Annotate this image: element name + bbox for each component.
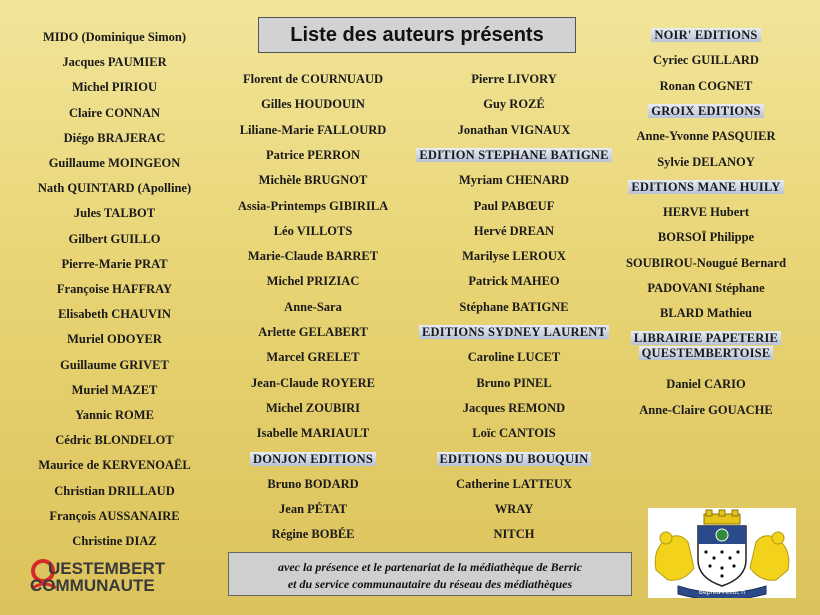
author-name-text: Gilles HOUDOUIN xyxy=(261,97,365,112)
publisher-heading xyxy=(414,325,614,340)
author-name xyxy=(22,106,207,121)
author-name xyxy=(22,358,207,373)
author-name xyxy=(620,129,792,144)
author-name xyxy=(218,148,408,163)
author-name-text: Stéphane BATIGNE xyxy=(459,299,569,314)
author-name-text: Marie-Claude BARRET xyxy=(247,249,379,264)
author-name-text: Jean-Claude ROYERE xyxy=(251,375,375,390)
author-name-text: Françoise HAFFRAY xyxy=(56,282,173,296)
author-name xyxy=(414,477,614,492)
publisher-heading xyxy=(620,180,792,195)
author-name-text: Daniel CARIO xyxy=(666,377,746,392)
author-name xyxy=(414,173,614,188)
author-name xyxy=(414,199,614,214)
publisher-heading-text: EDITIONS MANE HUILY xyxy=(628,180,783,194)
author-name xyxy=(620,155,792,170)
author-name-text: Liliane-Marie FALLOURD xyxy=(239,122,387,137)
authors-column-2 xyxy=(218,72,408,542)
author-name xyxy=(218,224,408,239)
author-name xyxy=(22,433,207,448)
questembert-communaute-logo xyxy=(30,558,200,598)
author-name xyxy=(22,282,207,297)
authors-column-1 xyxy=(22,30,207,550)
author-name xyxy=(218,401,408,416)
author-name xyxy=(22,257,207,272)
author-name xyxy=(218,527,408,542)
author-name-text: HERVE Hubert xyxy=(662,205,750,220)
author-name xyxy=(620,53,792,68)
author-name xyxy=(620,281,792,296)
author-name xyxy=(620,205,792,220)
author-name-text: Jean PÉTAT xyxy=(279,502,347,517)
author-name xyxy=(218,300,408,315)
author-name xyxy=(414,72,614,87)
author-name-text: Ronan COGNET xyxy=(659,78,753,93)
author-name-text: Arlette GELABERT xyxy=(258,325,368,339)
author-name xyxy=(218,426,408,441)
author-name-text: Régine BOBÉE xyxy=(271,527,355,542)
author-name xyxy=(414,376,614,391)
author-name xyxy=(22,131,207,146)
author-name xyxy=(218,376,408,391)
author-name xyxy=(22,408,207,423)
author-name-text: Jules TALBOT xyxy=(73,206,156,221)
publisher-heading-text: LIBRAIRIE PAPETERIE xyxy=(631,331,781,345)
author-name-text: Hervé DREAN xyxy=(473,223,555,238)
crest-motto: Bepred Pelloc'h xyxy=(698,589,746,596)
author-name-text: MIDO (Dominique Simon) xyxy=(42,30,187,44)
author-name-text: Loïc CANTOIS xyxy=(472,426,556,441)
author-name-text: Pierre LIVORY xyxy=(471,72,557,86)
author-name-text: Maurice de KERVENOAËL xyxy=(38,458,191,473)
author-name-text: Paul PABŒUF xyxy=(473,198,555,213)
author-name xyxy=(414,249,614,264)
author-name xyxy=(218,502,408,517)
author-name xyxy=(218,274,408,289)
author-name-text: Sylvie DELANOY xyxy=(657,154,755,169)
publisher-heading xyxy=(620,331,792,346)
author-name-text: BORSOÏ Philippe xyxy=(657,230,755,245)
author-name-text: NITCH xyxy=(493,527,535,542)
author-name-text: PADOVANI Stéphane xyxy=(647,281,765,295)
author-name xyxy=(22,80,207,95)
author-name-text: Diégo BRAJERAC xyxy=(63,130,166,145)
publisher-heading-text: NOIR' EDITIONS xyxy=(651,28,760,42)
author-name-text: Patrick MAHEO xyxy=(468,274,560,289)
author-name xyxy=(414,426,614,441)
author-name-text: Muriel MAZET xyxy=(71,382,158,397)
author-name xyxy=(22,55,207,70)
author-name xyxy=(22,534,207,549)
author-name xyxy=(22,307,207,322)
author-name-text: Michèle BRUGNOT xyxy=(258,173,368,188)
author-name xyxy=(414,97,614,112)
author-name xyxy=(620,79,792,94)
author-name xyxy=(620,377,792,392)
publisher-heading-text: EDITION STEPHANE BATIGNE xyxy=(416,148,611,162)
author-name xyxy=(414,502,614,517)
author-name xyxy=(218,199,408,214)
crest-emblem-icon xyxy=(648,508,796,598)
publisher-heading-text: EDITIONS SYDNEY LAURENT xyxy=(419,325,609,339)
author-name xyxy=(22,156,207,171)
author-name xyxy=(218,123,408,138)
author-name-text: Léo VILLOTS xyxy=(273,223,353,238)
publisher-heading-text: DONJON EDITIONS xyxy=(250,452,376,466)
author-name-text: Florent de COURNUAUD xyxy=(242,72,384,86)
author-name xyxy=(22,206,207,221)
author-name-text: Christine DIAZ xyxy=(72,534,157,548)
author-name xyxy=(22,232,207,247)
author-name-text: Guillaume GRIVET xyxy=(60,357,169,372)
author-name-text: Guillaume MOINGEON xyxy=(48,156,181,170)
author-name-text: Bruno BODARD xyxy=(267,476,359,491)
author-name-text: SOUBIROU-Nougué Bernard xyxy=(625,255,787,270)
author-name-text: Jonathan VIGNAUX xyxy=(457,122,571,137)
author-name xyxy=(414,300,614,315)
partnership-line-1: avec la présence et le partenariat de la médiathèque de Berric xyxy=(278,560,582,574)
author-name-text: WRAY xyxy=(494,502,534,517)
author-name xyxy=(620,256,792,271)
author-name-text: Anne-Yvonne PASQUIER xyxy=(636,129,776,144)
author-name-text: Yannic ROME xyxy=(75,408,154,422)
author-name xyxy=(22,332,207,347)
author-name-text: Christian DRILLAUD xyxy=(54,483,175,498)
author-name xyxy=(218,350,408,365)
author-name-text: BLARD Mathieu xyxy=(659,306,753,321)
author-name-text: Patrice PERRON xyxy=(265,147,361,162)
author-name-text: Caroline LUCET xyxy=(467,350,561,365)
publisher-heading xyxy=(620,104,792,119)
author-name-text: Assia-Printemps GIBIRILA xyxy=(237,198,389,213)
publisher-heading xyxy=(620,346,792,361)
author-name xyxy=(22,383,207,398)
authors-column-4 xyxy=(620,28,792,428)
publisher-heading xyxy=(414,452,614,467)
author-name xyxy=(620,306,792,321)
author-name-text: Pierre-Marie PRAT xyxy=(61,256,168,271)
author-name xyxy=(414,527,614,542)
author-name xyxy=(218,325,408,340)
authors-column-3 xyxy=(414,72,614,542)
author-name-text: Cyriec GUILLARD xyxy=(653,53,759,68)
author-name-text: Michel PRIZIAC xyxy=(266,274,360,289)
author-name-text: Bruno PINEL xyxy=(476,375,552,390)
publisher-heading xyxy=(620,28,792,43)
page-title: Liste des auteurs présents xyxy=(258,17,576,53)
publisher-heading-text: QUESTEMBERTOISE xyxy=(639,346,774,360)
author-name xyxy=(620,230,792,245)
author-name xyxy=(22,458,207,473)
author-name xyxy=(414,224,614,239)
author-name xyxy=(218,173,408,188)
town-crest xyxy=(648,508,796,598)
author-name-text: Jacques PAUMIER xyxy=(62,55,167,70)
partnership-note xyxy=(228,552,632,596)
author-name-text: François AUSSANAIRE xyxy=(49,508,180,523)
author-name-text: Myriam CHENARD xyxy=(458,173,570,188)
partnership-line-2: et du service communautaire du réseau des médiathèques xyxy=(287,577,573,591)
author-name xyxy=(22,181,207,196)
publisher-heading-text: GROIX EDITIONS xyxy=(648,104,763,118)
logo-line-2: COMMUNAUTE xyxy=(30,576,155,595)
author-name-text: Anne-Sara xyxy=(284,299,342,314)
publisher-heading xyxy=(414,148,614,163)
author-name xyxy=(414,350,614,365)
author-name xyxy=(218,97,408,112)
author-name xyxy=(218,72,408,87)
author-name xyxy=(620,403,792,418)
logo-line-1: UESTEMBERT xyxy=(48,559,166,578)
author-name-text: Anne-Claire GOUACHE xyxy=(639,402,773,417)
author-name-text: Gilbert GUILLO xyxy=(68,231,161,246)
author-name xyxy=(22,509,207,524)
author-name-text: Nath QUINTARD (Apolline) xyxy=(37,181,192,196)
author-name-text: Michel ZOUBIRI xyxy=(265,400,361,415)
publisher-heading-text: EDITIONS DU BOUQUIN xyxy=(437,452,592,466)
author-name-text: Guy ROZÉ xyxy=(483,97,545,112)
author-name-text: Jacques REMOND xyxy=(462,400,566,415)
author-name-text: Marcel GRELET xyxy=(266,350,360,365)
publisher-heading xyxy=(218,452,408,467)
author-name-text: Elisabeth CHAUVIN xyxy=(58,307,171,322)
author-name xyxy=(414,274,614,289)
author-name xyxy=(22,484,207,499)
author-name-text: Marilyse LEROUX xyxy=(462,249,566,264)
author-name xyxy=(22,30,207,45)
author-name-text: Claire CONNAN xyxy=(68,105,161,120)
author-name-text: Catherine LATTEUX xyxy=(455,476,573,491)
author-name-text: Isabelle MARIAULT xyxy=(256,426,370,441)
author-name-text: Michel PIRIOU xyxy=(71,80,158,95)
author-name xyxy=(414,401,614,416)
author-name xyxy=(218,477,408,492)
author-name-text: Muriel ODOYER xyxy=(67,332,162,347)
author-name xyxy=(414,123,614,138)
author-name xyxy=(218,249,408,264)
author-name-text: Cédric BLONDELOT xyxy=(55,433,174,448)
